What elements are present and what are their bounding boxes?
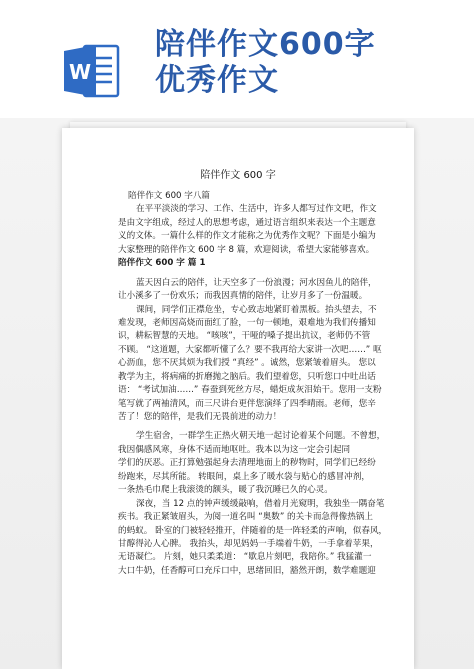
text-line: 教学为主，将病痛的折磨抛之脑后。我们望着您，只听您口中吐出话 [118, 371, 376, 382]
text-line: 是由文字组成，经过人的思想考虑，通过语言组织来表达一个主题意 [118, 217, 376, 228]
document-title: 陪伴作文 600 字 [200, 170, 276, 181]
text-line: 陪伴作文 600 字八篇 [128, 191, 211, 201]
text-line: 学生宿舍，一群学生正热火朝天地一起讨论着某个问题。不曾想， [136, 431, 386, 442]
text-line: 难发现，老师因高烧而面红了脸，一句一顿地，艰难地为我们传播知 [118, 317, 376, 328]
text-line: 在平平淡淡的学习、工作、生活中，许多人都写过作文吧，作文 [136, 204, 377, 215]
text-line: 苦了！您的陪伴，是我们无畏前进的动力！ [118, 412, 282, 422]
word-document-icon [62, 42, 122, 100]
banner-title-line1: 陪伴作文600字 [155, 27, 376, 62]
banner-title-line2: 优秀作文 [155, 63, 279, 98]
text-line: 大家整理的陪伴作文 600 字 8 篇，欢迎阅读，希望大家能够喜欢。 [118, 244, 375, 255]
text-line: 纷跑来，尽其所能。 转眼间，桌上多了暖水袋与贴心的感冒冲剂， [118, 471, 370, 482]
text-line: 我因偶感风寒，身体不适而地呕吐。我本以为这一定会引起同 [118, 444, 351, 455]
banner-header [0, 0, 474, 118]
section-heading: 陪伴作文 600 字 篇 1 [118, 258, 206, 269]
word-icon-letter: W [68, 60, 92, 84]
text-line: 深夜，当 12 点的钟声缓缓敲响，借着月光窥明，我独坐一隅奋笔 [136, 498, 385, 509]
text-line: 心沥血，您不厌其烦为我们授 “真经” 。诚然，您紧皱着眉头。 您以 [118, 358, 376, 369]
text-line: 无语凝伫。 片刻，她只柔柔道： “歇息片刻吧，我陪你。” 我猛灌一 [118, 552, 372, 563]
text-line: 课间，同学们正襟危坐，专心致志地紧盯着黑板。抬头望去，不 [136, 304, 377, 315]
text-line: 甘醇得沁人心脾。 我抬头，却见妈妈一手端着牛奶，一手拿着苹果， [118, 538, 379, 549]
document-page [62, 128, 414, 669]
text-line: 大口牛奶，任香醇可口充斥口中，思绪回旧，豁然开朗，数学难题迎 [118, 565, 376, 576]
text-line: 识，耕耘智慧的天地。 “咳咳”，干哑的嗓子提出抗议，老师仍不管 [118, 331, 371, 342]
text-line: 笔写就了两袖清风，而三尺讲台更伴您演绎了四季晴雨。老师，您辛 [118, 398, 376, 409]
text-line: 学们的厌恶。正打算勉强起身去清理地面上的秽物时，同学们已经纷 [118, 458, 376, 469]
text-line: 的蚂蚁。 卧室的门被轻轻推开，伴随着的是一阵轻柔的声响，似春风， [118, 525, 388, 536]
text-line: 语： “考试加油……” 春蚕到死丝方尽，蜡炬成灰泪始干。您用一支粉 [118, 385, 382, 396]
text-line: 蓝天因白云的陪伴，让天空多了一份浪漫；河水因鱼儿的陪伴， [136, 277, 377, 288]
document-body [118, 190, 388, 578]
text-line: 疾书。我正紧皱眉头，为阅一道名叫 “奥数” 的关卡而急得像热锅上 [118, 512, 373, 523]
text-line: 一条热毛巾爬上我滚烫的额头，暖了我沉睡已久的心灵。 [118, 485, 333, 496]
text-line: 义的文体。一篇什么样的作文才能称之为优秀作文呢？下面是小编为 [118, 231, 376, 242]
text-line: 让小溪多了一份欢乐；而我因真情的陪伴，让岁月多了一份温暖。 [118, 291, 368, 302]
text-line: 不顾。 “这道题，大家都听懂了么？要不我再给大家讲一次吧……” 呕 [118, 344, 382, 355]
